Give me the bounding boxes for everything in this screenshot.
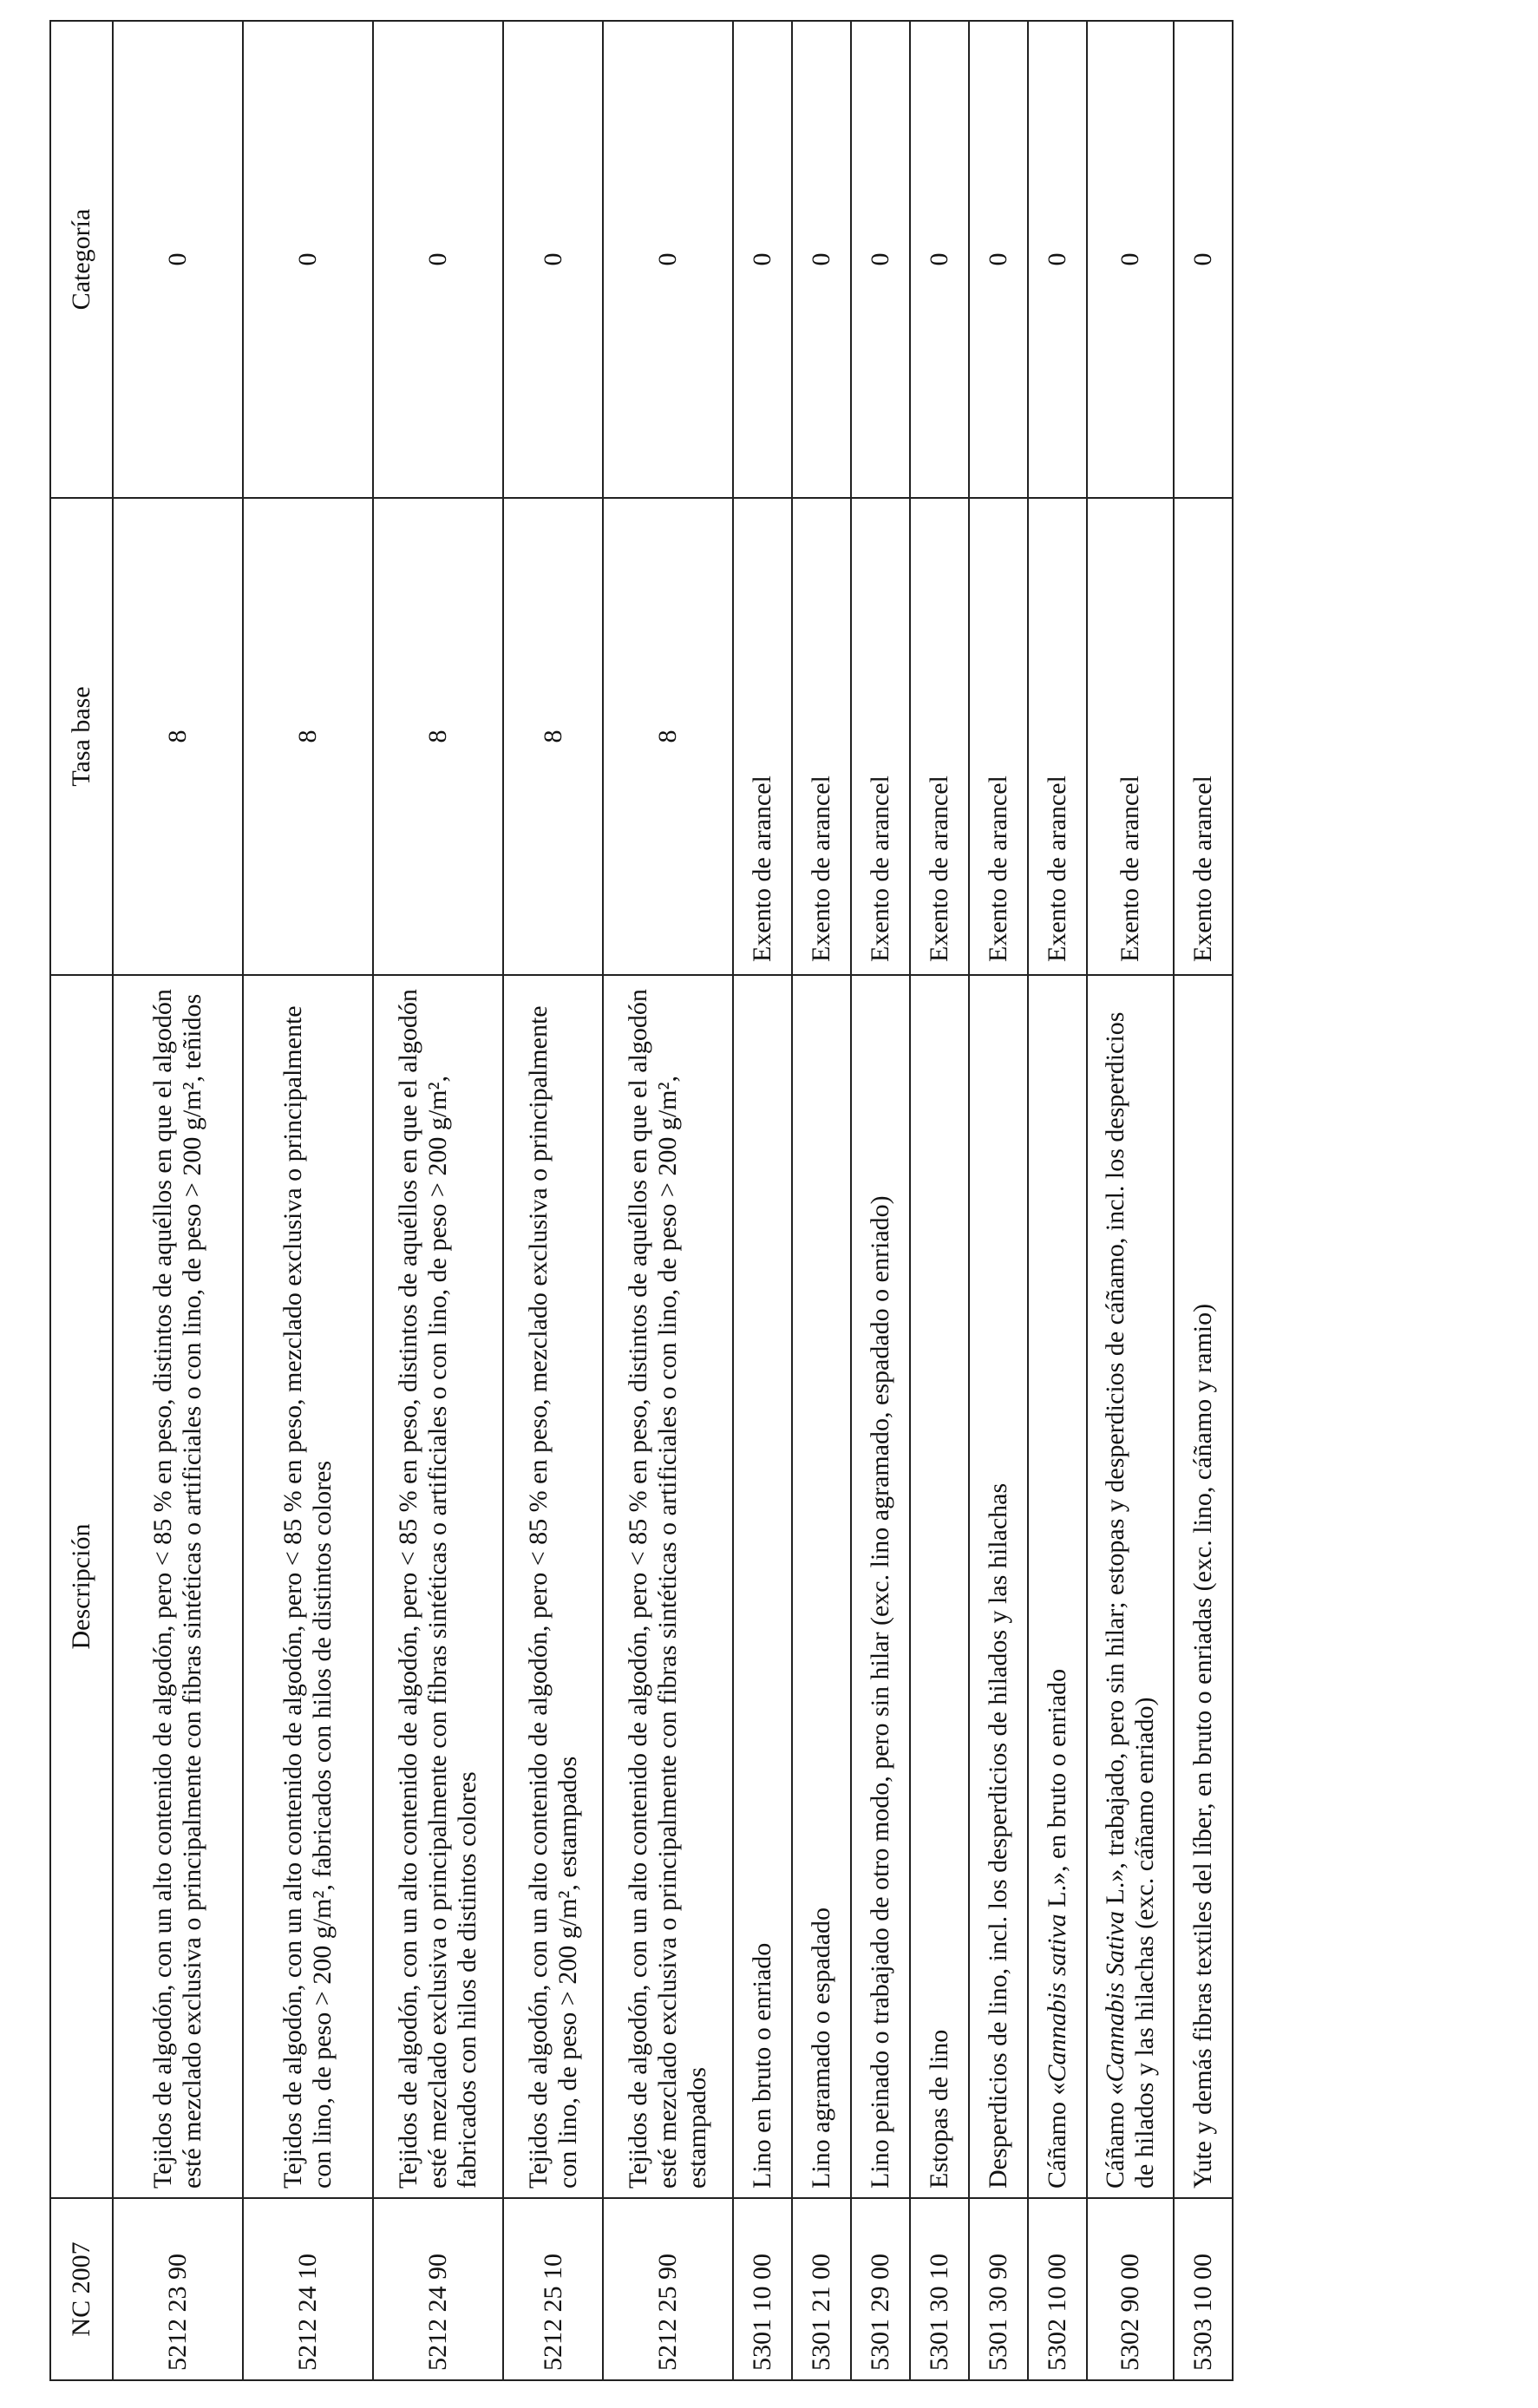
description-cell: Tejidos de algodón, con un alto contenido de algodón, pero < 85 % en peso, distintos de aquéllos en que el algodón esté mezclado exclusiva o principalmente con fibras sintéticas o artificiales o con lino, de peso > 200 g/m², teñidos <box>113 975 243 2198</box>
table-row <box>1174 21 1233 2380</box>
table-row <box>1087 21 1174 2380</box>
table-row <box>910 21 969 2380</box>
category-cell: 0 <box>243 21 373 498</box>
description-cell <box>1028 975 1087 2198</box>
base-rate-cell: 8 <box>603 498 733 975</box>
category-cell: 0 <box>910 21 969 498</box>
base-rate-cell: 8 <box>243 498 373 975</box>
category-cell: 0 <box>503 21 603 498</box>
description-cell: Yute y demás fibras textiles del líber, en bruto o enriadas (exc. lino, cáñamo y ramio) <box>1174 975 1233 2198</box>
base-rate-cell: Exento de arancel <box>910 498 969 975</box>
header-row <box>50 21 113 2380</box>
category-cell: 0 <box>969 21 1028 498</box>
table-row <box>969 21 1028 2380</box>
nc-code-cell: 5301 30 10 <box>910 2198 969 2380</box>
description-cell: Desperdicios de lino, incl. los desperdicios de hilados y las hilachas <box>969 975 1028 2198</box>
base-rate-cell: Exento de arancel <box>792 498 851 975</box>
tariff-table <box>49 20 1234 2381</box>
category-cell: 0 <box>1087 21 1174 498</box>
nc-code-cell: 5301 29 00 <box>851 2198 910 2380</box>
description-cell: Tejidos de algodón, con un alto contenido de algodón, pero < 85 % en peso, distintos de aquéllos en que el algodón esté mezclado exclusiva o principalmente con fibras sintéticas o artificiales o con lino, de peso > 200 g/m², fabricados con hilos de distintos colores <box>373 975 503 2198</box>
nc-code-cell: 5212 23 90 <box>113 2198 243 2380</box>
description-cell: Lino en bruto o enriado <box>733 975 792 2198</box>
description-cell: Tejidos de algodón, con un alto contenido de algodón, pero < 85 % en peso, distintos de aquéllos en que el algodón esté mezclado exclusiva o principalmente con fibras sintéticas o artificiales o con lino, de peso > 200 g/m², estampados <box>603 975 733 2198</box>
nc-code-cell: 5212 24 10 <box>243 2198 373 2380</box>
table-row <box>1028 21 1087 2380</box>
base-rate-cell: Exento de arancel <box>1174 498 1233 975</box>
base-rate-cell: Exento de arancel <box>733 498 792 975</box>
table-row <box>503 21 603 2380</box>
nc-code-cell: 5302 10 00 <box>1028 2198 1087 2380</box>
table-row <box>113 21 243 2380</box>
nc-code-cell: 5212 24 90 <box>373 2198 503 2380</box>
base-rate-cell: 8 <box>503 498 603 975</box>
base-rate-cell: Exento de arancel <box>1087 498 1174 975</box>
category-cell: 0 <box>603 21 733 498</box>
nc-code-cell: 5302 90 00 <box>1087 2198 1174 2380</box>
description-text: Cáñamo « <box>1101 2082 1129 2189</box>
category-cell: 0 <box>113 21 243 498</box>
base-rate-cell: 8 <box>373 498 503 975</box>
nc-code-cell: 5301 21 00 <box>792 2198 851 2380</box>
base-rate-cell: Exento de arancel <box>1028 498 1087 975</box>
category-cell: 0 <box>1174 21 1233 498</box>
nc-code-cell: 5212 25 90 <box>603 2198 733 2380</box>
category-cell: 0 <box>792 21 851 498</box>
table-row <box>851 21 910 2380</box>
table-row <box>243 21 373 2380</box>
category-cell: 0 <box>851 21 910 498</box>
description-text: L.», trabajado, pero sin hilar; estopas y desperdicios de cáñamo, incl. los desperdicios de hilados y las hilachas (exc. cáñamo enriado) <box>1101 1011 1159 2189</box>
rotated-page <box>49 22 1217 2381</box>
description-text: Cáñamo « <box>1043 2082 1071 2189</box>
scientific-name: Cannabis sativa <box>1043 1914 1071 2083</box>
base-rate-cell: 8 <box>113 498 243 975</box>
description-cell: Lino agramado o espadado <box>792 975 851 2198</box>
description-cell: Tejidos de algodón, con un alto contenido de algodón, pero < 85 % en peso, mezclado exclusiva o principalmente con lino, de peso > 200 g/m², fabricados con hilos de distintos colores <box>243 975 373 2198</box>
table-row <box>792 21 851 2380</box>
description-cell: Lino peinado o trabajado de otro modo, pero sin hilar (exc. lino agramado, espadado o enriado) <box>851 975 910 2198</box>
header-categoria: Categoría <box>50 21 113 498</box>
base-rate-cell: Exento de arancel <box>969 498 1028 975</box>
nc-code-cell: 5303 10 00 <box>1174 2198 1233 2380</box>
nc-code-cell: 5301 10 00 <box>733 2198 792 2380</box>
description-cell <box>1087 975 1174 2198</box>
header-descripcion: Descripción <box>50 975 113 2198</box>
header-nc-2007: NC 2007 <box>50 2198 113 2380</box>
scientific-name: Cannabis Sativa <box>1101 1911 1129 2083</box>
header-tasa-base: Tasa base <box>50 498 113 975</box>
category-cell: 0 <box>1028 21 1087 498</box>
description-text: L.», en bruto o enriado <box>1043 1668 1071 1914</box>
table-row <box>373 21 503 2380</box>
nc-code-cell: 5301 30 90 <box>969 2198 1028 2380</box>
base-rate-cell: Exento de arancel <box>851 498 910 975</box>
category-cell: 0 <box>373 21 503 498</box>
description-cell: Tejidos de algodón, con un alto contenido de algodón, pero < 85 % en peso, mezclado exclusiva o principalmente con lino, de peso > 200 g/m², estampados <box>503 975 603 2198</box>
nc-code-cell: 5212 25 10 <box>503 2198 603 2380</box>
description-cell: Estopas de lino <box>910 975 969 2198</box>
table-row <box>603 21 733 2380</box>
table-row <box>733 21 792 2380</box>
category-cell: 0 <box>733 21 792 498</box>
